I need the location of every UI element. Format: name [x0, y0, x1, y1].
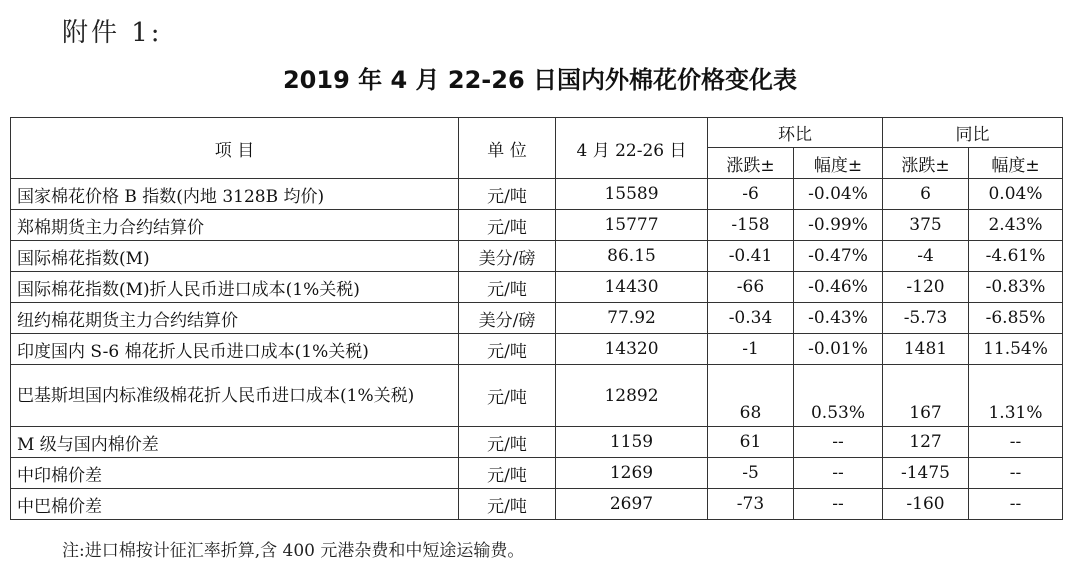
header-period: 4 月 22-26 日: [556, 118, 708, 179]
table-row: [11, 334, 1063, 365]
row-mom-range: -0.99%: [794, 210, 883, 241]
row-mom-range: --: [794, 489, 883, 520]
row-item: 中印棉价差: [11, 458, 459, 489]
row-yoy-range: 1.31%: [969, 365, 1063, 427]
header-mom: 环比: [708, 118, 883, 148]
table-row: [11, 272, 1063, 303]
row-unit: 元/吨: [459, 458, 556, 489]
row-mom-change: -0.41: [708, 241, 794, 272]
row-item: 巴基斯坦国内标准级棉花折人民币进口成本(1%关税): [11, 365, 459, 427]
row-unit: 元/吨: [459, 179, 556, 210]
row-mom-change: -6: [708, 179, 794, 210]
row-mom-range: -0.01%: [794, 334, 883, 365]
table-row: [11, 210, 1063, 241]
row-value: 14320: [556, 334, 708, 365]
row-mom-change: -66: [708, 272, 794, 303]
row-item: 国际棉花指数(M)折人民币进口成本(1%关税): [11, 272, 459, 303]
table-row: [11, 365, 1063, 427]
footnote: 注:进口棉按计征汇率折算,含 400 元港杂费和中短途运输费。: [62, 541, 525, 561]
row-value: 86.15: [556, 241, 708, 272]
row-yoy-change: 6: [883, 179, 969, 210]
row-yoy-change: -1475: [883, 458, 969, 489]
header-yoy-range: 幅度±: [969, 148, 1063, 179]
row-unit: 元/吨: [459, 365, 556, 427]
header-mom-change: 涨跌±: [708, 148, 794, 179]
row-mom-range: --: [794, 458, 883, 489]
row-mom-change: 68: [708, 365, 794, 427]
row-yoy-range: 2.43%: [969, 210, 1063, 241]
table-row: [11, 179, 1063, 210]
row-mom-range: -0.43%: [794, 303, 883, 334]
header-yoy: 同比: [883, 118, 1063, 148]
row-yoy-range: --: [969, 427, 1063, 458]
row-unit: 美分/磅: [459, 241, 556, 272]
row-unit: 元/吨: [459, 489, 556, 520]
row-mom-range: -0.04%: [794, 179, 883, 210]
row-yoy-range: -0.83%: [969, 272, 1063, 303]
table-row: [11, 303, 1063, 334]
row-mom-change: -5: [708, 458, 794, 489]
row-yoy-range: --: [969, 458, 1063, 489]
row-value: 1269: [556, 458, 708, 489]
table-row: [11, 489, 1063, 520]
row-yoy-change: -5.73: [883, 303, 969, 334]
row-mom-change: -0.34: [708, 303, 794, 334]
row-value: 77.92: [556, 303, 708, 334]
row-value: 12892: [556, 365, 708, 427]
row-mom-range: -0.46%: [794, 272, 883, 303]
row-mom-range: --: [794, 427, 883, 458]
row-yoy-change: -120: [883, 272, 969, 303]
row-yoy-range: 11.54%: [969, 334, 1063, 365]
row-unit: 元/吨: [459, 272, 556, 303]
table-title: 2019 年 4 月 22-26 日国内外棉花价格变化表: [282, 66, 798, 94]
row-mom-range: -0.47%: [794, 241, 883, 272]
row-yoy-range: 0.04%: [969, 179, 1063, 210]
row-unit: 元/吨: [459, 210, 556, 241]
table-row: [11, 458, 1063, 489]
header-unit: 单 位: [459, 118, 556, 179]
row-mom-range: 0.53%: [794, 365, 883, 427]
row-yoy-change: -4: [883, 241, 969, 272]
row-yoy-range: -6.85%: [969, 303, 1063, 334]
row-yoy-change: 1481: [883, 334, 969, 365]
row-yoy-range: -4.61%: [969, 241, 1063, 272]
row-item: 国际棉花指数(M): [11, 241, 459, 272]
row-yoy-change: 127: [883, 427, 969, 458]
row-mom-change: -158: [708, 210, 794, 241]
row-unit: 元/吨: [459, 427, 556, 458]
cotton-price-table: [10, 117, 1063, 520]
row-mom-change: -1: [708, 334, 794, 365]
header-mom-range: 幅度±: [794, 148, 883, 179]
row-value: 15589: [556, 179, 708, 210]
row-item: 印度国内 S-6 棉花折人民币进口成本(1%关税): [11, 334, 459, 365]
row-yoy-change: 167: [883, 365, 969, 427]
table-row: [11, 241, 1063, 272]
row-item: 纽约棉花期货主力合约结算价: [11, 303, 459, 334]
row-mom-change: -73: [708, 489, 794, 520]
row-yoy-change: -160: [883, 489, 969, 520]
header-yoy-change: 涨跌±: [883, 148, 969, 179]
table-row: [11, 427, 1063, 458]
row-mom-change: 61: [708, 427, 794, 458]
row-item: 郑棉期货主力合约结算价: [11, 210, 459, 241]
row-item: M 级与国内棉价差: [11, 427, 459, 458]
row-item: 中巴棉价差: [11, 489, 459, 520]
row-value: 1159: [556, 427, 708, 458]
header-item: 项 目: [11, 118, 459, 179]
row-yoy-change: 375: [883, 210, 969, 241]
attachment-label: 附件 1:: [62, 18, 163, 48]
row-unit: 美分/磅: [459, 303, 556, 334]
row-value: 2697: [556, 489, 708, 520]
row-yoy-range: --: [969, 489, 1063, 520]
row-unit: 元/吨: [459, 334, 556, 365]
row-value: 14430: [556, 272, 708, 303]
row-item: 国家棉花价格 B 指数(内地 3128B 均价): [11, 179, 459, 210]
row-value: 15777: [556, 210, 708, 241]
